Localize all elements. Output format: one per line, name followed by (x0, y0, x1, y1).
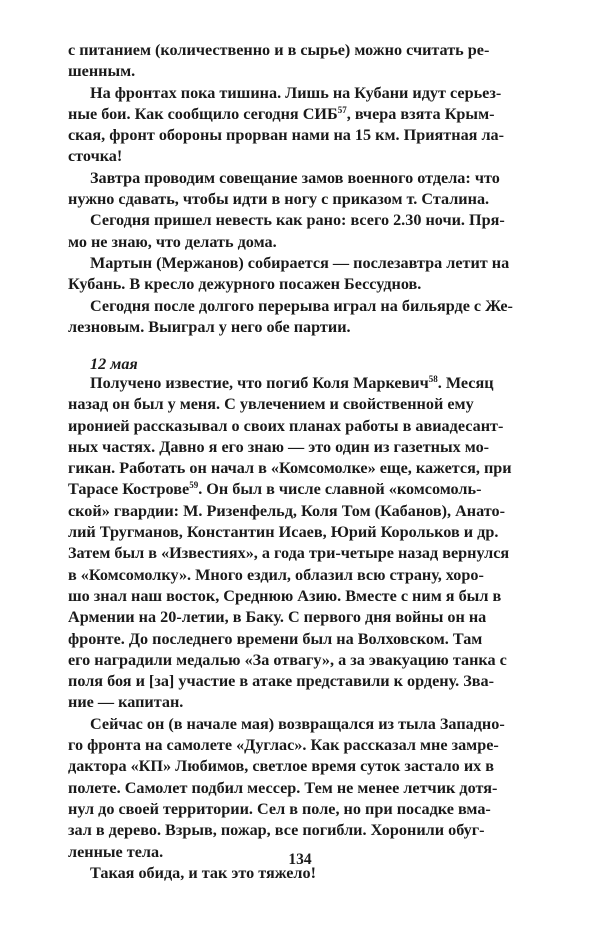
text-block-top (68, 40, 532, 338)
paragraph: Сейчас он (в начале мая) возвращался из тыла Западно- го фронта на самолете «Дуглас». Как рассказал мне замре- дактора «КП» Любимов, светлое время суток застало их в полете. Самолет подбил мессер. Тем не менее летчик дотя- нул до своей территории. Сел в поле, но при посадке вма- зал в дерево. Взрыв, пожар, все погибли. Хоронили обуг- ленные тела. (68, 714, 505, 861)
text-block-bottom (68, 373, 532, 884)
footnote-ref: 57 (337, 104, 347, 115)
footnote-ref: 59 (189, 480, 199, 491)
page-number: 134 (288, 851, 312, 868)
paragraph: Сегодня после долгого перерыва играл на бильярде с Же- лезновым. Выиграл у него обе партии. (68, 296, 513, 336)
paragraph: Получено известие, что погиб Коля Маркевич$^{58}$. Месяц назад он был у меня. С увлечением и свойственной ему иронией рассказывал о своих планах работы в авиадесант- ных частях. Давно я его знаю — это один из газетных мо- гикан. Работать он начал в «Комсомолке» еще, кажется, при Тарасе Кострове$^{59}$. Он был в числе славной «комсомоль- ской» гвардии: М. Ризенфельд, Коля Том (Кабанов), Анато- лий Тругманов, Константин Исаев, Юрий Корольков и др. Затем был в «Известиях», а года три-четыре назад вернулся в «Комсомолку». Много ездил, облазил всю страну, хоро- шо знал наш восток, Среднюю Азию. Вместе с ним я был в Армении на 20-летии, в Баку. С первого дня войны он на фронте. До последнего времени был на Волховском. Там его наградили медалью «За отвагу», а за эвакуацию танка с поля боя и [за] участие в атаке представили к ордену. Зва- ние — капитан. (68, 374, 512, 712)
paragraph: Сегодня пришел невесть как рано: всего 2.30 ночи. Пря- мо не знаю, что делать дома. (68, 211, 505, 251)
footnote-ref: 58 (428, 374, 438, 384)
paragraph: На фронтах пока тишина. Лишь на Кубани идут серьез- ные бои. Как сообщило сегодня СИБ$^{57}$, вчера взята Крым- ская, фронт обороны прорван нами на 15 км. Приятная ла- сточка! (68, 83, 505, 166)
paragraph: Мартын (Мержанов) собирается — послезавтра летит на Кубань. В кресло дежурного посажен Бессуднов. (68, 253, 510, 294)
paragraph: Завтра проводим совещание замов военного отдела: что нужно сдавать, чтобы идти в ногу с приказом т. Сталина. (68, 168, 500, 209)
date-heading: 12 мая (90, 355, 138, 373)
paragraph: Такая обида, и так это тяжело! (90, 863, 316, 882)
paragraph: с питанием (количественно и в сырье) можно считать ре- шенным. (68, 41, 490, 81)
